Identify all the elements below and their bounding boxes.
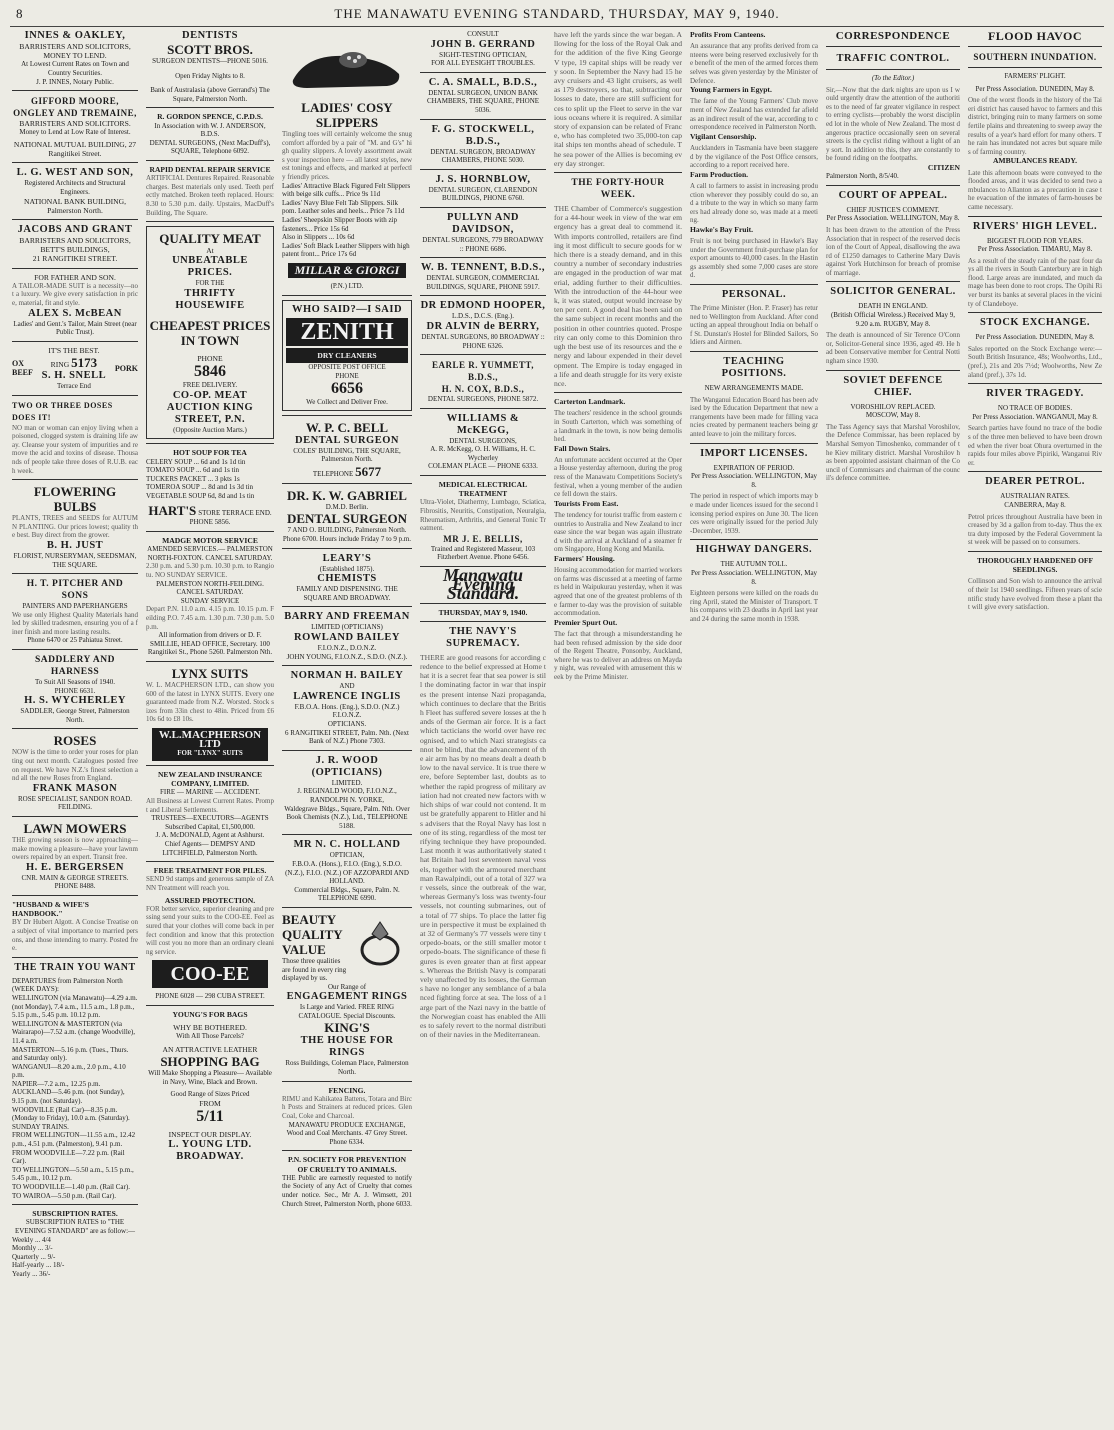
- train-line: TO WOODVILLE—1.40 p.m. (Rail Car).: [12, 1183, 130, 1191]
- import-line: Per Press Association. WELLINGTON, May 8.: [690, 472, 818, 489]
- ad-phone-num: 5846: [194, 363, 226, 381]
- ad-zenith-name: ZENITH: [286, 318, 408, 346]
- ad-quality-at: At: [206, 246, 214, 256]
- hotsoup-item: CELERY SOUP ... 6d and 1s 1d tin: [146, 457, 246, 466]
- ad-west-name: L. G. WEST AND SON,: [16, 167, 134, 179]
- subs-head: SUBSCRIPTION RATES.: [32, 1209, 118, 1219]
- column-3: LADIES' COSY SLIPPERS Tingling toes will certainly welcome the snug comfort afforded by a pair of "M. and G's" high quality slippers. A lovely assortment awaits your inspection here — all latest styles, newest tonings and effects, and marked at perfectly friendly prices. Ladies' Attractive Black Figured Felt Slippers with beige silk cuffs... Price 9s 11d Ladies' Navy Blue Felt Tab Slippers. Silk pom. Leather soles and heels... Price 7s 11d Ladies' Sheepskin Slipper Boots with zip fasteners... Price 15s 6d Also in Slippers ... 10s 6d Ladies' Soft Black Leather Slippers with high patent front... Price 17s 6d MILLAR & GIORGI (P.N.) LTD. WHO SAID?—I SAID ZENITH DRY CLEANERS OPPOSITE POST OFFICE PHONE 6656 We Collect and Deliver Free. W. P. C. BELL DENTAL SURGEON COLES' BUILDING, THE SQUARE, Palmerston North. TELEPHONE 5677 DR. K. W. GABRIEL D.M.D. Berlin. DENTAL SURGEON 7 AND O. BUILDING, Palmerston North. Phone 6700. Hours include Friday 7 to 9 p.m. LEARY'S (Established 1875). CHEMISTS FAMILY AND DISPENSING. THE SQUARE AND BROADWAY. BARRY AND FREEMAN LIMITED (OPTICIANS) ROWLAND BAILEY F.I.O.N.Z., D.O.N.Z. JOHN YOUNG, F.I.O.N.Z., S.D.O. (N.Z.). NORMAN H. BAILEY AND LAWRENCE INGLIS F.B.O.A. Hons. (Eng.), S.D.O. (N.Z.) F.I.O.N.Z. OPTICIANS. 6 RANGITIKEI STREET, Palm. Nth. (Next Bank of N.Z.) Phone 7303. J. R. WOOD (OPTICIANS) LIMITED. J. REGINALD WOOD, F.I.O.N.Z., RANDOLPH N. YORKE, Waldegrave Bldgs., Square, Palm. Nth. Over Book Chemists (N.Z.), Ltd., TELEPHONE 5188. MR N. C. HOLLAND OPTICIAN, F.B.O.A. (Hons.), F.I.O. (Eng.), S.D.O. (N.Z.), F.I.O. (N.Z.) OF AZZOPARDI AND HOLLAND. Commercial Bldgs., Square, Palm. N. TELEPHONE 6990. BEAUTY QUALITY VALUE Those three qualities are found in every ring displayed by us. Our Range of ENGAGEMENT RINGS Is Large and Varied. FREE RING CATALOGUE. Special Discounts. KING'S THE HOUSE FOR RINGS Ross Buildings, Coleman Place, Palmerston North. FENCING. RIMU and Kahikatea Battens, Totara and Birch Posts and Strainers at reduced prices. Glen Coal, Coke and Charcoal. MANAWATU PRODUCE EXCHANGE, Wood and Coal Merchants. 47 Grey Street. Phone 6334. P.N. SOCIETY FOR PREVENTION OF CRUELTY TO ANIMALS. THE Public are earnestly requested to notify the Society of any Act of Cruelty that comes under notice. Sec., Mr A. J. Wimsett, 201 Church Street, Palmerston North, phone 6033.: [282, 30, 412, 1424]
- ad-natmutual: NATIONAL MUTUAL BUILDING, 27 Rangitikei Street.: [13, 139, 137, 159]
- ad-hornblow-sub: DENTAL SURGEON, CLARENDON BUILDINGS, PHONE 6760.: [428, 185, 538, 203]
- flood-head: FLOOD HAVOC: [987, 30, 1083, 43]
- ad-bellis-name: MR J. E. BELLIS,: [443, 533, 523, 544]
- train-timetable: [12, 977, 138, 1200]
- ad-slippers-head: LADIES' COSY SLIPPERS: [301, 100, 393, 130]
- ad-bell-sub: DENTAL SURGEON: [295, 434, 399, 446]
- ad-saddlery-phone: PHONE 6631.: [54, 686, 96, 695]
- teaching-head: TEACHING POSITIONS.: [721, 356, 787, 380]
- ad-bell-phone-label: TELEPHONE: [312, 469, 354, 478]
- petrol-head: DEARER PETROL.: [985, 476, 1085, 488]
- appeal-sub: CHIEF JUSTICE'S COMMENT.: [846, 205, 940, 214]
- soviet-line: MOSCOW, May 8.: [865, 411, 921, 420]
- hotsoup-item: VEGETABLE SOUP 6d, 8d and 1s tin: [146, 491, 255, 500]
- ad-pitcher-name: H. T. PITCHER AND SONS: [26, 579, 124, 602]
- ad-rowland-name: ROWLAND BAILEY: [294, 632, 400, 644]
- ad-jacobs-line: BARRISTERS AND SOLICITORS,: [19, 235, 131, 245]
- ad-wycherley-name: H. S. WYCHERLEY: [24, 695, 126, 707]
- ad-medical-head: MEDICAL ELECTRICAL TREATMENT: [438, 480, 528, 499]
- ad-spca-head: P.N. SOCIETY FOR PREVENTION OF CRUELTY TO ANIMALS.: [287, 1155, 406, 1174]
- ad-barry-sub: LIMITED (OPTICIANS): [311, 623, 383, 632]
- rivers-line: Per Press Association. TIMARU, May 8.: [977, 245, 1093, 254]
- ad-who-said: WHO SAID?—I SAID: [291, 303, 403, 315]
- ad-spca-body: THE Public are earnestly requested to notify the Society of any Act of Cruelty that comes under notice. Sec., Mr A. J. Wimsett, 201 Church Street, Palmerston North, phone 6033.: [282, 1173, 412, 1208]
- train-head: THE TRAIN YOU WANT: [14, 961, 136, 973]
- column-7: CORRESPONDENCE TRAFFIC CONTROL. (To the Editor.) Sir,—Now that the dark nights are upon us I would urgently draw the attention of the authorities to the need of far greater vigilance in respect to erring cyclists—probably the worst disciplined lot in the whole of New Zealand. The most dangerous practice occasionally seen on several streets is the cyclist riding without a light of any sort. In addition to this, they are constantly to be found riding on the footpaths. CITIZEN Palmerston North, 8/5/40. COURT OF APPEAL. CHIEF JUSTICE'S COMMENT. Per Press Association. WELLINGTON, May 8. It has been drawn to the attention of the Press Association that in respect of the reserved decision of the Court of Appeal, disallowing the award of £1250 damages to Catherine Mary Davis against York Hutchinson for breach of promise of marriage. SOLICITOR GENERAL. DEATH IN ENGLAND. (British Official Wireless.) Received May 9, 9.20 a.m. RUGBY, May 8. The death is announced of Sir Terence O'Connor, Solicitor-General since 1936, aged 49. He had been Conservative member for Central Nottingham since 1930. SOVIET DEFENCE CHIEF. VOROSHILOV REPLACED. MOSCOW, May 8. The Tass Agency says that Marshal Voroshilov, the Defence Commissar, has been replaced by Marshal Semyon Timoshenko, commander of the Kiev military district. Marshal Voroshilov has been appointed assistant chairman of the Council of Commissars and chairman of the council's defence committee.: [826, 30, 960, 1424]
- ad-natbank: NATIONAL BANK BUILDING, Palmerston North.: [23, 196, 126, 215]
- ad-wood-addr: Waldegrave Bldgs., Square, Palm. Nth. Over Book Chemists (N.Z.), Ltd., TELEPHONE 5188.: [284, 804, 410, 830]
- ad-cooee-logo: COO-EE: [152, 960, 268, 988]
- hotsoup-items: [146, 458, 274, 501]
- ad-gerrand-sub2: FOR ALL EYESIGHT TROUBLES.: [431, 59, 535, 68]
- ad-scott-sub: SURGEON DENTISTS—PHONE 5016.: [152, 57, 268, 65]
- ad-saddlery-sub: To Suit All Seasons of 1940.: [34, 678, 115, 687]
- ad-lawrence-name: LAWRENCE INGLIS: [293, 690, 401, 702]
- ad-williams-sub: DENTAL SURGEONS,: [449, 436, 517, 445]
- column-1: INNES & OAKLEY, BARRISTERS AND SOLICITORS, MONEY TO LEND. At Lowest Current Rates on Town and Country Securities. J. P. INNES, Notary Public. GIFFORD MOORE, ONGLEY AND TREMAINE, BARRISTERS AND SOLICITORS. Money to Lend at Low Rate of Interest. NATIONAL MUTUAL BUILDING, 27 Rangitikei Street. L. G. WEST AND SON, Registered Architects and Structural Engineers. NATIONAL BANK BUILDING, Palmerston North. JACOBS AND GRANT BARRISTERS AND SOLICITORS, BETT'S BUILDINGS, 21 RANGITIKEI STREET. FOR FATHER AND SON. A TAILOR-MADE SUIT is a necessity—not a luxury. We give every satisfaction in price, material, fit and style. ALEX S. McBEAN Ladies' and Gent.'s Tailor, Main Street (near Public Trust). OX BEEF IT'S THE BEST. RING 5173 S. H. SNELL Terrace End PORK TWO OR THREE DOSES DOES IT! NO man or woman can enjoy living when a poisoned, clogged system is draining life away. Cleanse your system of impurities and remove the acid and toxins of disease. Thousands of people take three doses of R.U.B. each week. FLOWERING BULBS PLANTS, TREES and SEEDS for AUTUMN PLANTING. Our prices lowest; quality the best. Buy direct from the grower. B. H. JUST FLORIST, NURSERYMAN, SEEDSMAN, THE SQUARE. H. T. PITCHER AND SONS PAINTERS AND PAPERHANGERS We use only Highest Quality Materials handled by skilled tradesmen, ensuring you of a finer finish and more lasting results. Phone 6470 or 25 Pahiatua Street. SADDLERY AND HARNESS To Suit All Seasons of 1940. PHONE 6631. H. S. WYCHERLEY SADDLER, George Street, Palmerston North. ROSES NOW is the time to order your roses for planting out next month. Catalogues posted free on request. We have N.Z.'s finest selection and all the new Roses from England. FRANK MASON ROSE SPECIALIST, SANDON ROAD. FEILDING. LAWN MOWERS THE growing season is now approaching—make mowing a pleasure—have your lawnmowers repaired by an expert. Transit free. H. E. BERGERSEN CNR. MAIN & GEORGE STREETS. PHONE 8488. "HUSBAND & WIFE'S HANDBOOK." BY Dr Hubert Algott. A Concise Treatise on a subject of vital importance to married persons, and those intending to marry. Posted free. THE TRAIN YOU WANT DEPARTURES from Palmerston North (WEEK DAYS): WELLINGTON (via Manawatu)—4.29 a.m. (not Monday), 7.4 a.m., 11.5 a.m., 1.8 p.m., 5.15 p.m., 5.45 p.m. 10.12 p.m. WELLINGTON & MASTERTON (via Wairarapo)—7.52 a.m. (change Woodville), 11.4 a.m. MASTERTON—5.16 p.m. (Tues., Thurs. and Saturday only). WANGANUI—8.20 a.m., 2.0 p.m., 4.10 p.m. NAPIER—7.2 a.m., 12.25 p.m. AUCKLAND—5.46 p.m. (not Sunday), 9.15 p.m. (not Saturday). WOODVILLE (Rail Car)—8.35 p.m. (Monday to Friday), 10.0 a.m. (Saturday). SUNDAY TRAINS. FROM WELLINGTON—11.55 a.m., 12.42 p.m., 4.51 p.m. (Palmerston), 9.41 p.m. FROM WOODVILLE—7.22 p.m. (Rail Car). TO WELLINGTON—5.50 a.m., 5.15 p.m., 5.45 p.m., 10.12 p.m. TO WOODVILLE—1.40 p.m. (Rail Car). TO WAIROA—5.50 p.m. (Rail Car). SUBSCRIPTION RATES. SUBSCRIPTION RATES to "THE EVENING STANDARD" are as follow:— Weekly ... 4/4 Monthly ... 3/- Quarterly ... 9/- Half-yearly ... 18/- Yearly ... 36/-: [12, 30, 138, 1424]
- ad-williams-name: WILLIAMS & McKEGG,: [446, 412, 520, 436]
- column-6: Profits From Canteens. An assurance that any profits derived from canteens were being reserved exclusively for the benefit of the men of the armed forces themselves was given yesterday by the Minister of Defence. Young Farmers in Egypt. The fame of the Young Farmers' Club movement of New Zealand has extended far afield as an indirect result of the war, according to correspondence received in Palmerston North. Vigilant Censorship. Aucklanders in Tasmania have been staggered by the vigilance of the Post Office censors, according to a report received here. Farm Production. A call to farmers to assist in increasing production wherever they possibly could do so, and a tribute to the way in which so many farmers had already done so, was made at a meeting. Hawke's Bay Fruit. Fruit is not being purchased in Hawke's Bay under the Government fruit-purchase plan for export amounts to 40,000 cases. In the Hastings assembly shed some 7,000 cases are stored. PERSONAL. The Prime Minister (Hon. P. Fraser) has returned to Wellington from Auckland. After conducting an appeal throughout India on behalf of St. Dunstan's Hostel for Blinded Sailors, Soldiers and Airmen. TEACHING POSITIONS. NEW ARRANGEMENTS MADE. The Wanganui Education Board has been advised by the Education Department that new arrangements have been made for filling vacancies created by permanent teachers being granted leave to join the military forces. IMPORT LICENSES. EXPIRATION OF PERIOD. Per Press Association. WELLINGTON, May 8. The period in respect of which imports may be made under licences issued for the second licensing period expires on June 30. The licences were originally issued for the period July-December, 1939. HIGHWAY DANGERS. THE AUTUMN TOLL. Per Press Association. WELLINGTON, May 8. Eighteen persons were killed on the roads during April, stated the Minister of Transport. This compares with 23 deaths in April last year and 24 during the same month in 1938.: [690, 30, 818, 1424]
- ad-gabriel-sub: D.M.D. Berlin.: [325, 502, 369, 511]
- ad-cox-name: H. N. COX, B.D.S.,: [441, 384, 525, 395]
- ad-youngs-name: L. YOUNG LTD. BROADWAY.: [168, 1139, 252, 1163]
- ad-youngs-sub4: SHOPPING BAG: [160, 1054, 260, 1070]
- ad-jacobs-addr1: BETT'S BUILDINGS,: [40, 245, 110, 255]
- ad-lynx-logo: W.L.MACPHERSON LTD FOR "LYNX" SUITS: [152, 728, 268, 761]
- ad-stockwell-sub: DENTAL SURGEON, BROADWAY CHAMBERS, PHONE 5030.: [430, 147, 536, 165]
- ad-cooee-phone: PHONE 6028 — 298 CUBA STREET.: [155, 992, 265, 1001]
- ad-zenith-collect: We Collect and Deliver Free.: [306, 398, 388, 407]
- slipper-price: Ladies' Navy Blue Felt Tab Slippers. Silk pom. Leather soles and heels... Price 7s 11d: [282, 198, 405, 216]
- ad-barry-name: BARRY AND FREEMAN: [284, 611, 410, 623]
- ad-youngs-head: YOUNG'S FOR BAGS: [172, 1009, 248, 1019]
- ad-gifford-sub: Money to Lend at Low Rate of Interest.: [19, 128, 131, 137]
- ad-youngs-sub6: Good Range of Sizes Priced: [170, 1090, 250, 1099]
- ad-reginald-name: J. REGINALD WOOD, F.I.O.N.Z.,: [297, 787, 397, 796]
- train-line: FROM WELLINGTON—11.55 a.m., 12.42 p.m., 4.51 p.m. (Palmerston), 9.41 p.m.: [12, 1131, 136, 1149]
- ad-lawn-head: LAWN MOWERS: [23, 821, 127, 836]
- ad-innes-line: BARRISTERS AND SOLICITORS, MONEY TO LEND.: [19, 42, 131, 61]
- slipper-price: Ladies' Attractive Black Figured Felt Slippers with beige silk cuffs... Price 9s 11d: [282, 181, 411, 199]
- train-line: TO WELLINGTON—5.50 a.m., 5.15 p.m., 5.45 p.m., 10.12 p.m.: [12, 1165, 134, 1183]
- train-line: WOODVILLE (Rail Car)—8.35 p.m. (Monday to Friday), 10.0 a.m. (Saturday).: [12, 1105, 130, 1123]
- ad-nzins-sub: FIRE — MARINE — ACCIDENT.: [159, 788, 260, 797]
- ad-nzins-agent: J. A. McDONALD, Agent at Ashhurst.: [155, 831, 265, 840]
- ad-holland-addr: Commercial Bldgs., Square, Palm. N. TELEPHONE 6990.: [294, 885, 400, 903]
- vigilant-head: Vigilant Censorship.: [690, 131, 757, 141]
- ad-spence-sub2: DENTAL SURGEONS, (Next MacDuff's), SQUARE, Telephone 6092.: [149, 138, 271, 156]
- ad-fencing-head: FENCING.: [328, 1085, 366, 1095]
- ad-small-name: C. A. SMALL, B.D.S.,: [428, 76, 538, 88]
- ad-youngs-from: FROM: [199, 1098, 221, 1108]
- ad-millar-logo: MILLAR & GIORGI: [288, 263, 406, 278]
- train-line: SUNDAY TRAINS.: [12, 1122, 69, 1131]
- ad-wycherley-sub: SADDLER, George Street, Palmerston North.: [20, 707, 130, 724]
- page-number: 8: [16, 6, 24, 21]
- ad-snell-beef: BEEF: [12, 368, 33, 378]
- ad-bell-name: W. P. C. BELL: [305, 419, 389, 435]
- appeal-line: Per Press Association. WELLINGTON, May 8.: [826, 214, 960, 223]
- ad-john-young: JOHN YOUNG, F.I.O.N.Z., S.D.O. (N.Z.).: [286, 652, 408, 661]
- ad-spence-name: R. GORDON SPENCE, C.P.D.S.: [157, 112, 263, 122]
- ad-youngs-sub: WHY BE BOTHERED.: [173, 1023, 247, 1033]
- ad-hotsoup-head: HOT SOUP FOR TEA: [173, 448, 247, 458]
- column-2: DENTISTS SCOTT BROS. SURGEON DENTISTS—PHONE 5016. Open Friday Nights to 8. Bank of Australasia (above Gerrand's) The Square, Palmerston North. R. GORDON SPENCE, C.P.D.S. In Association with W. J. ANDERSON, B.D.S. DENTAL SURGEONS, (Next MacDuff's), SQUARE, Telephone 6092. RAPID DENTAL REPAIR SERVICE ARTIFICIAL Dentures Repaired. Reasonable charges. Best materials only used. Teeth perfectly matched. Broken teeth replaced. Hours: 8.30 to 5.30 p.m. daily. Upstairs, MacDuff's Building, The Square. QUALITY MEAT At UNBEATABLE PRICES. FOR THE THRIFTY HOUSEWIFE CHEAPEST PRICES IN TOWN PHONE 5846 FREE DELIVERY. CO-OP. MEAT AUCTION KING STREET, P.N. (Opposite Auction Marts.) HOT SOUP FOR TEA CELERY SOUP ... 6d and 1s 1d tin TOMATO SOUP ... 6d and 1s tin TUCKERS PACKET ... 3 pkts 1s TOMEROA SOUP ... 8d and 1s 3d tin VEGETABLE SOUP 6d, 8d and 1s tin HART'S STORE TERRACE END. PHONE 5856. MADGE MOTOR SERVICE AMENDED SERVICES.— PALMERSTON NORTH-FOXTON. CANCEL SATURDAY. 2.30 p.m. and 5.30 p.m. 10.30 p.m. to Rangiotu. NO SUNDAY SERVICE. PALMERSTON NORTH-FEILDING. CANCEL SATURDAY. SUNDAY SERVICE Depart P.N. 11.0 a.m. 4.15 p.m. 10.15 p.m. Feilding P.O. 7.45 a.m. 1.30 p.m. 7.30 p.m. 5.0 p.m. All information from drivers or D. F. SMILLIE, HEAD OFFICE, Secretary. 100 Rangitikei St., Phone 5260. Palmerston Nth. LYNX SUITS W. L. MACPHERSON LTD., can show you 600 of the latest in LYNX SUITS. Every one guaranteed made from N.Z. Worsted. Stock sizes from 33in chest to 48in. Priced from £6 10s 6d to £8 10s. W.L.MACPHERSON LTD FOR "LYNX" SUITS NEW ZEALAND INSURANCE COMPANY, LIMITED. FIRE — MARINE — ACCIDENT. All Business at Lowest Current Rates. Prompt and Liberal Settlements. TRUSTEES—EXECUTORS—AGENTS Subscribed Capital, £1,500,000. J. A. McDONALD, Agent at Ashhurst. Chief Agents— DEMPSY AND LITCHFIELD, Palmerston North. FREE TREATMENT FOR PILES. SEND 9d stamps and generous sample of ZANN Treatment will reach you. ASSURED PROTECTION. FOR better service, superior cleaning and pressing send your suits to the COO-EE. Feel assured that your clothes will come back in perfect condition and know that this protection will cost you no more than an ordinary cleaning service. COO-EE PHONE 6028 — 298 CUBA STREET. YOUNG'S FOR BAGS WHY BE BOTHERED. With All Those Parcels? AN ATTRACTIVE LEATHER SHOPPING BAG Will Make Shopping a Pleasure— Available in Navy, Wine, Black and Brown. Good Range of Sizes Priced FROM 5/11 INSPECT OUR DISPLAY. L. YOUNG LTD. BROADWAY.: [146, 30, 274, 1424]
- river-line: Per Press Association. WANGANUI, May 8.: [972, 412, 1098, 421]
- ad-wood-name: J. R. WOOD (OPTICIANS): [311, 754, 383, 778]
- ad-rowland-sub: F.I.O.N.Z., D.O.N.Z.: [317, 644, 377, 653]
- flag-title: Manawatu Evening Standard.: [442, 565, 524, 604]
- ad-madge-sub: AMENDED SERVICES.— PALMERSTON NORTH-FOXTON. CANCEL SATURDAY.: [147, 545, 273, 562]
- slipper-price: Also in Slippers ... 10s 6d: [282, 233, 355, 242]
- petrol-sub: AUSTRALIAN RATES.: [1000, 492, 1070, 501]
- masthead-rule: [10, 26, 1104, 27]
- traffic-head: TRAFFIC CONTROL.: [836, 53, 950, 64]
- train-line: TO WAIROA—5.50 p.m. (Rail Car).: [12, 1191, 116, 1200]
- highway-sub: THE AUTUMN TOLL.: [720, 560, 788, 569]
- train-line: WELLINGTON & MASTERTON (via Wairarapo)—7.52 a.m. (change Woodville), 11.4 a.m.: [12, 1019, 135, 1045]
- ad-pullyn-name: PULLYN AND DAVIDSON,: [447, 211, 519, 235]
- slipper-prices: [282, 182, 412, 259]
- ad-quality-for: FOR THE: [195, 279, 225, 288]
- ad-zenith-phone: 6656: [331, 380, 363, 398]
- corr-head: CORRESPONDENCE: [835, 30, 951, 42]
- soviet-sub: VOROSHILOV REPLACED.: [850, 402, 936, 411]
- ad-pitcher-sub: PAINTERS AND PAPERHANGERS: [22, 602, 128, 611]
- ad-leary-est: (Established 1875).: [319, 564, 375, 573]
- ad-zenith-opp: OPPOSITE POST OFFICE: [308, 362, 386, 371]
- navy-head: THE NAVY'S SUPREMACY.: [446, 625, 520, 649]
- ad-zenith-sub: DRY CLEANERS: [286, 348, 408, 363]
- subs-rate: Monthly ... 3/-: [12, 1244, 53, 1253]
- slipper-price: Ladies' Sheepskin Slipper Boots with zip fasteners... Price 15s 6d: [282, 215, 398, 233]
- young-farmers-head: Young Farmers in Egypt.: [690, 85, 772, 95]
- ad-jacobs-addr2: 21 RANGITIKEI STREET.: [32, 254, 118, 264]
- ring-illustration: [350, 914, 410, 969]
- ad-scott-name: SCOTT BROS.: [167, 42, 253, 57]
- ad-innes-notary: J. P. INNES, Notary Public.: [36, 77, 114, 86]
- train-line: FROM WOODVILLE—7.22 p.m. (Rail Car).: [12, 1148, 125, 1166]
- train-line: WANGANUI—8.20 a.m., 2.0 p.m., 4.10 p.m.: [12, 1062, 126, 1080]
- ad-harts-name: HART'S: [148, 503, 197, 519]
- ad-mcbean-sub: Ladies' and Gent.'s Tailor, Main Street (near Public Trust).: [13, 319, 137, 337]
- ad-leary-name: LEARY'S: [322, 552, 372, 564]
- forty-head: THE FORTY-HOUR WEEK.: [571, 178, 665, 201]
- ad-nzins-chief: Chief Agents— DEMPSY AND LITCHFIELD, Palmerston North.: [162, 839, 258, 857]
- ad-mcbean-intro: FOR FATHER AND SON.: [34, 272, 116, 282]
- train-line: NAPIER—7.2 a.m., 12.25 p.m.: [12, 1079, 101, 1088]
- petrol-line: CANBERRA, May 8.: [1004, 500, 1066, 509]
- ad-holland-sub2: F.B.O.A. (Hons.), F.I.O. (Eng.), S.D.O. (N.Z.), F.I.O. (N.Z.) OF AZZOPARDI AND HOLLAND.: [285, 859, 409, 886]
- ad-phone-label: PHONE: [197, 353, 223, 363]
- ad-holland-name: MR N. C. HOLLAND: [293, 839, 401, 851]
- ad-consult-head: CONSULT: [467, 30, 499, 38]
- ad-optic: OPTICIANS.: [327, 720, 367, 728]
- ad-snell-addr: Terrace End: [56, 381, 91, 390]
- ad-coop-sub: (Opposite Auction Marts.): [173, 425, 247, 434]
- ad-holland-sub: OPTICIAN,: [329, 851, 365, 860]
- ad-nzins-head: NEW ZEALAND INSURANCE COMPANY, LIMITED.: [157, 769, 263, 789]
- ad-norman-name: NORMAN H. BAILEY: [290, 670, 404, 682]
- subs-rate: Yearly ... 36/-: [12, 1269, 51, 1278]
- ad-pullyn-sub: DENTAL SURGEONS, 779 BROADWAY :: PHONE 6686.: [422, 235, 544, 253]
- ad-just-sub: FLORIST, NURSERYMAN, SEEDSMAN, THE SQUARE.: [13, 551, 137, 569]
- ad-mcbean-name: ALEX S. McBEAN: [28, 307, 122, 319]
- ad-stockwell-name: F. G. STOCKWELL, B.D.S.,: [431, 123, 535, 147]
- river-sub: NO TRACE OF BODIES.: [997, 404, 1073, 413]
- citizen-date: Palmerston North, 8/5/40.: [826, 172, 899, 181]
- ad-free-delivery: FREE DELIVERY.: [182, 381, 238, 390]
- ad-just-name: B. H. JUST: [46, 539, 104, 551]
- ad-norman-and: AND: [339, 682, 355, 691]
- citizen: CITIZEN: [927, 162, 960, 172]
- ad-bell-addr: COLES' BUILDING, THE SQUARE, Palmerston North.: [293, 446, 401, 464]
- ad-gifford-name: GIFFORD MOORE, ONGLEY AND TREMAINE,: [13, 96, 137, 119]
- tourists-head: Tourists From East.: [554, 498, 619, 508]
- ad-bergersen-sub: CNR. MAIN & GEORGE STREETS. PHONE 8488.: [21, 873, 129, 891]
- ad-piles-head: FREE TREATMENT FOR PILES.: [153, 866, 267, 876]
- hotsoup-item: TOMATO SOUP ... 6d and 1s tin: [146, 466, 240, 475]
- appeal-head: COURT OF APPEAL.: [838, 189, 948, 201]
- ad-earle-name: EARLE R. YUMMETT, B.D.S.,: [431, 360, 534, 383]
- profits-head: Profits From Canteens.: [690, 30, 766, 39]
- ad-kings-name: KING'S: [324, 1020, 370, 1036]
- to-editor: (To the Editor.): [871, 74, 915, 82]
- subs-rate: Weekly ... 4/4: [12, 1235, 51, 1244]
- ad-beauty-head: BEAUTY QUALITY VALUE: [282, 911, 343, 957]
- ad-gerrand-sub: SIGHT-TESTING OPTICIAN,: [439, 50, 527, 59]
- ad-snell-its: IT'S THE BEST.: [48, 345, 100, 355]
- ad-snell-ring: RING: [50, 359, 70, 369]
- ad-nzins-sub2: TRUSTEES—EXECUTORS—AGENTS: [151, 814, 269, 823]
- ad-madge-head: MADGE MOTOR SERVICE: [162, 536, 258, 546]
- slipper-price: Ladies' Soft Black Leather Slippers with high patent front... Price 17s 6d: [282, 241, 410, 259]
- ad-leary-sub: CHEMISTS: [317, 573, 377, 585]
- highway-head: HIGHWAY DANGERS.: [695, 544, 813, 556]
- train-line: DEPARTURES from Palmerston North (WEEK DAYS):: [12, 976, 123, 994]
- ad-dentists-head: DENTISTS: [182, 30, 238, 41]
- ad-tennent-name: W. B. TENNENT, B.D.S.,: [420, 262, 545, 274]
- flag-date: THURSDAY, MAY 9, 1940.: [438, 607, 528, 617]
- ad-beauty-range: Our Range of: [327, 982, 367, 991]
- ad-mason-name: FRANK MASON: [32, 782, 118, 794]
- ad-innes-name: INNES & OAKLEY,: [24, 30, 126, 41]
- ad-leary-sub2: FAMILY AND DISPENSING. THE SQUARE AND BROADWAY.: [296, 585, 398, 602]
- stock-line: Per Press Association. DUNEDIN, May 8.: [975, 333, 1095, 342]
- ad-bell-phone: 5677: [355, 463, 382, 479]
- ad-hooper-name: DR EDMOND HOOPER,: [420, 300, 546, 312]
- ad-west-sub: Registered Architects and Structural Engineers.: [24, 179, 126, 196]
- hawkes-head: Hawke's Bay Fruit.: [690, 224, 754, 234]
- ad-bergersen-name: H. E. BERGERSEN: [26, 861, 124, 873]
- ad-gerrand-name: JOHN B. GERRAND: [430, 38, 536, 50]
- ad-snell-pork: PORK: [114, 363, 138, 373]
- subs-rate: Quarterly ... 9/-: [12, 1252, 56, 1261]
- import-sub: EXPIRATION OF PERIOD.: [713, 463, 795, 472]
- solicitor-line: (British Official Wireless.) Received May 9, 9.20 a.m. RUGBY, May 8.: [830, 311, 956, 328]
- ad-berry-name: DR ALVIN de BERRY,: [426, 320, 540, 332]
- train-line: WELLINGTON (via Manawatu)—4.29 a.m. (not Monday), 7.4 a.m., 11.5 a.m., 1.8 p.m., 5.15 p.m., 5.45 p.m. 10.12 p.m.: [12, 993, 138, 1020]
- column-5: have left the yards since the war began. Allowing for the loss of the Royal Oak and for the addition of the five King George V type, 19 capital ships will be ready very soon. In September the Navy had 15 heavy cruisers and 43 light cruisers, as well as 179 destroyers, so that, subtracting our losses to date, there are still sufficient forces to split up the Fleet to serve in the various oceans where it is required. A similar story of expansion can be related of France, who has completed two 35,000-ton capital ships ten months ahead of schedule. The sea power of the Allies is becoming every day stronger. THE FORTY-HOUR WEEK. THE Chamber of Commerce's suggestion for a 44-hour week in view of the war emergency has a great deal to commend it. With imports controlled, retailers are finding it most difficult to secure goods for which there is a steady demand, and in this country a number of secondary industries are engaged in the production of war material, adding further to their difficulties. With the introduction of the 44-hour week, it was stated, output would increase by ten per cent. A good deal has been said on the same subject in recent months and the position in other countries quoted. Prosperity can only come to this Dominion through the best use of its resources and the energy and labour expended in their development. The Empire is today engaged in a life and death struggle for its very existence. Carterton Landmark. The teachers' residence in the school grounds in South Carterton, which was something of a landmark in the town, is now being demolished. Fall Down Stairs. An unfortunate accident occurred at the Opera House yesterday afternoon, during the progress of the Manawatu Competitions Society's festival, when a young member of the audience fell down the stairs. Tourists From East. The tendency for tourist traffic from eastern countries to Australia and New Zealand to increase since the war began was again illustrated with the arrival at Auckland of a steamer from Singapore, Hong Kong and Manila. Farmers' Housing. Housing accommodation for married workers on farms was discussed at a meeting of farmers held in Waipukurau yesterday, when it was agreed that one of the greatest problems of the farmer to-day was the provision of suitable accommodation. Premier Spurt Out. The fact that through a misunderstanding he had been refused admission by the side door of the Regent Theatre, Ponsonby, Auckland, where he was to deliver an address on Mayday night, was revealed with amusement this week by the Prime Minister.: [554, 30, 682, 1424]
- ad-kings-addr: Ross Buildings, Coleman Place, Palmerston North.: [285, 1059, 409, 1077]
- ad-scott-addr: Bank of Australasia (above Gerrand's) The Square, Palmerston North.: [150, 86, 270, 103]
- ad-randolph: RANDOLPH N. YORKE,: [309, 795, 385, 804]
- ad-coop-name: CO-OP. MEAT AUCTION KING STREET, P.N.: [166, 389, 254, 425]
- masthead-title: THE MANAWATU EVENING STANDARD, THURSDAY, MAY 9, 1940.: [334, 6, 780, 21]
- ad-beauty-sub: Those three qualities are found in every ring displayed by us.: [282, 956, 347, 983]
- ad-earle-sub: DENTAL SURGEONS, PHONE 5872.: [427, 395, 539, 404]
- highway-line: Per Press Association. WELLINGTON, May 8.: [690, 568, 818, 586]
- ad-williams-names: A. R. McKegg, O. H. Williams, H. C. Wycherley: [430, 445, 536, 462]
- ad-snell-ox: OX: [12, 358, 24, 368]
- ad-gifford-line: BARRISTERS AND SOLICITORS.: [19, 119, 131, 129]
- ad-youngs-sub2: With All Those Parcels?: [176, 1032, 244, 1041]
- train-line: MASTERTON—5.16 p.m. (Tues., Thurs. and Saturday only).: [12, 1045, 129, 1063]
- ad-bellis-sub: Trained and Registered Masseur, 103 Fitzherbert Avenue. Phone 6456.: [430, 544, 536, 562]
- ad-madge-contact: All information from drivers or D. F. SMILLIE, HEAD OFFICE, Secretary. 100 Rangitikei St., Phone 5260. Palmerston Nth.: [147, 631, 273, 657]
- ad-zenith-phone-label: PHONE: [335, 371, 359, 380]
- ad-berry-sub: DENTAL SURGEONS, 80 BROADWAY :: PHONE 6326.: [421, 332, 545, 350]
- train-line: AUCKLAND—5.46 p.m. (not Sunday), 9.15 p.m. (not Saturday).: [12, 1088, 125, 1106]
- ad-gabriel-dental: DENTAL SURGEON: [286, 511, 408, 527]
- ad-jacobs-name: JACOBS AND GRANT: [17, 223, 133, 235]
- river-head: RIVER TRAGEDY.: [986, 388, 1084, 400]
- seedlings-head: THOROUGHLY HARDENED OFF SEEDLINGS.: [976, 555, 1094, 575]
- ad-fencing-addr: Wood and Coal Merchants. 47 Grey Street. Phone 6334.: [286, 1129, 408, 1146]
- ad-youngs-sub5: Will Make Shopping a Pleasure— Available in Navy, Wine, Black and Brown.: [148, 1069, 272, 1086]
- soviet-head: SOVIET DEFENCE CHIEF.: [843, 374, 943, 398]
- solicitor-sub: DEATH IN ENGLAND.: [858, 302, 928, 311]
- ad-gabriel-name: DR. K. W. GABRIEL: [287, 487, 407, 503]
- ad-williams-addr: COLEMAN PLACE — PHONE 6333.: [428, 462, 538, 471]
- ad-nzins-capital: Subscribed Capital, £1,500,000.: [165, 822, 255, 831]
- ad-lawrence-sub: F.B.O.A. Hons. (Eng.), S.D.O. (N.Z.) F.I.O.N.Z.: [294, 702, 400, 720]
- ad-quality-unb: UNBEATABLE PRICES.: [172, 255, 248, 279]
- ad-youngs-price: 5/11: [196, 1108, 224, 1126]
- ad-engagement: ENGAGEMENT RINGS: [286, 991, 408, 1003]
- ad-hooper-sub: L.D.S., D.C.S. (Eng.).: [451, 312, 515, 321]
- ad-gabriel-addr: 7 AND O. BUILDING, Palmerston North. Phone 6700. Hours include Friday 7 to 9 p.m.: [282, 526, 412, 544]
- ad-harts-phone: PHONE 5856.: [189, 518, 231, 527]
- ad-innes-sub: At Lowest Current Rates on Town and Country Securities.: [21, 60, 129, 77]
- fall-head: Fall Down Stairs.: [554, 443, 611, 453]
- ad-millar-sub: (P.N.) LTD.: [330, 282, 364, 291]
- ad-spence-sub: In Association with W. J. ANDERSON, B.D.S.: [154, 121, 266, 139]
- solicitor-head: SOLICITOR GENERAL.: [830, 286, 956, 298]
- ad-doans-head: TWO OR THREE DOSES DOES IT!: [12, 400, 113, 422]
- ad-rapid-head: RAPID DENTAL REPAIR SERVICE: [149, 164, 271, 174]
- ad-roses-head: ROSES: [53, 733, 97, 749]
- ambulances: AMBULANCES READY.: [992, 156, 1078, 166]
- ad-snell-phone: 5173: [71, 354, 98, 370]
- import-head: IMPORT LICENSES.: [700, 447, 808, 459]
- ad-saddlery-head: SADDLERY AND HARNESS: [34, 655, 115, 678]
- hotsoup-item: TUCKERS PACKET ... 3 pkts 1s: [146, 474, 240, 483]
- ad-wood-sub: LIMITED.: [331, 778, 363, 787]
- premier-head: Premier Spurt Out.: [554, 617, 618, 627]
- ad-assured-head: ASSURED PROTECTION.: [164, 895, 256, 905]
- ad-fencing-name: MANAWATU PRODUCE EXCHANGE,: [288, 1120, 406, 1129]
- subs-line: SUBSCRIPTION RATES to "THE EVENING STANDARD" are as follow:—: [14, 1218, 136, 1235]
- subs-rates: [12, 1236, 138, 1279]
- ad-hornblow-name: J. S. HORNBLOW,: [435, 173, 531, 185]
- teaching-sub: NEW ARRANGEMENTS MADE.: [704, 384, 804, 393]
- ad-madge-sub3: SUNDAY SERVICE: [180, 596, 240, 605]
- ad-scott-open: Open Friday Nights to 8.: [175, 71, 245, 80]
- ad-lynx-head: LYNX SUITS: [171, 666, 249, 681]
- column-8: FLOOD HAVOC SOUTHERN INUNDATION. FARMERS' PLIGHT. Per Press Association. DUNEDIN, May 8. One of the worst floods in the history of the Taieri district has caused havoc to farmers and this district, bringing ruin to many farmers on some fertile plains and threatening to sweep away the results of a year's hard effort for many others. The rain has inundated not acres but square miles of farming country. AMBULANCES READY. Late this afternoon boats were conveyed to the flooded areas, and it was decided to send two ambulances to Allanton as a precaution in case the evacuation of the inmates of farm-houses became necessary. RIVERS' HIGH LEVEL. BIGGEST FLOOD FOR YEARS. Per Press Association. TIMARU, May 8. As a result of the steady rain of the past four days all the rivers in South Canterbury are in high flood. Large areas are inundated, and much damage has been done to root crops. The Opihi River burst its banks at several places in the vicinity of Clandeboye. STOCK EXCHANGE. Per Press Association. DUNEDIN, May 8. Sales reported on the Stock Exchange were:—South British Insurance, 48s; Woolworths, Ltd., (pref.), 21s and 20s 7½d; Woolworths, New Zealand (pref.), 37s 1d. RIVER TRAGEDY. NO TRACE OF BODIES. Per Press Association. WANGANUI, May 8. Search parties have found no trace of the bodies of the three men believed to have been drowned when the river boat Ohura overturned in the rapids four miles above Pipiriki, Wanganui River. DEARER PETROL. AUSTRALIAN RATES. CANBERRA, May 8. Petrol prices throughout Australia have been increased by 3d a gallon from to-day. Thus the extra duty imposed by the Federal Government last week will be passed on to consumers. THOROUGHLY HARDENED OFF SEEDLINGS. Collinson and Son wish to announce the arrival of their 1st 1940 seedlings. Fifteen years of scientific study have evolved from these a plant that will give every satisfaction.: [968, 30, 1102, 612]
- subs-rate: Half-yearly ... 18/-: [12, 1261, 65, 1270]
- personal-head: PERSONAL.: [721, 289, 787, 301]
- ad-flowering-head: FLOWERING BULBS: [33, 484, 117, 515]
- farmers-head: Farmers' Housing.: [554, 554, 615, 564]
- ad-snell-name: S. H. SNELL: [41, 369, 107, 381]
- hotsoup-item: TOMEROA SOUP ... 8d and 1s 3d tin: [146, 483, 253, 492]
- ad-harts-sub: STORE TERRACE END.: [198, 509, 272, 518]
- ad-engagement-sub: Is Large and Varied. FREE RING CATALOGUE. Special Discounts.: [298, 1003, 396, 1020]
- ad-youngs-sub3: AN ATTRACTIVE LEATHER: [162, 1044, 258, 1054]
- flood-sub: SOUTHERN INUNDATION.: [973, 52, 1097, 62]
- flood-line: Per Press Association. DUNEDIN, May 8.: [975, 84, 1095, 93]
- carterton-head: Carterton Landmark.: [554, 397, 626, 407]
- ad-kings-sub: THE HOUSE FOR RINGS: [300, 1035, 394, 1059]
- farm-head: Farm Production.: [690, 169, 749, 179]
- ad-cheapest: CHEAPEST PRICES IN TOWN: [149, 317, 271, 348]
- slipper-illustration: [287, 34, 407, 96]
- ad-quality-head: QUALITY MEAT: [159, 231, 261, 247]
- ad-optic-addr: 6 RANGITIKEI STREET, Palm. Nth. (Next Bank of N.Z.) Phone 7303.: [285, 728, 409, 746]
- masthead: [12, 6, 1102, 24]
- column-4: CONSULT JOHN B. GERRAND SIGHT-TESTING OPTICIAN, FOR ALL EYESIGHT TROUBLES. C. A. SMALL, B.D.S., DENTAL SURGEON, UNION BANK CHAMBERS, THE SQUARE, PHONE 5036. F. G. STOCKWELL, B.D.S., DENTAL SURGEON, BROADWAY CHAMBERS, PHONE 5030. J. S. HORNBLOW, DENTAL SURGEON, CLARENDON BUILDINGS, PHONE 6760. PULLYN AND DAVIDSON, DENTAL SURGEONS, 779 BROADWAY :: PHONE 6686. W. B. TENNENT, B.D.S., DENTAL SURGEON, COMMERCIAL BUILDINGS, SQUARE, PHONE 5917. DR EDMOND HOOPER, L.D.S., D.C.S. (Eng.). DR ALVIN de BERRY, DENTAL SURGEONS, 80 BROADWAY :: PHONE 6326. EARLE R. YUMMETT, B.D.S., H. N. COX, B.D.S., DENTAL SURGEONS, PHONE 5872. WILLIAMS & McKEGG, DENTAL SURGEONS, A. R. McKegg, O. H. Williams, H. C. Wycherley COLEMAN PLACE — PHONE 6333. MEDICAL ELECTRICAL TREATMENT Ultra-Violet, Diathermy, Lumbago, Sciatica, Fibrositis, Neuritis, Constipation, Neuralgia, Rheumatism, Arthritis, and General Tonic Treatment. MR J. E. BELLIS, Trained and Registered Masseur, 103 Fitzherbert Avenue. Phone 6456. Manawatu Evening Standard. THURSDAY, MAY 9, 1940. THE NAVY'S SUPREMACY. THERE are good reasons for according credence to the belief expressed at Home that it is a secret fear that sea power is still the dominating factor in war that inspires the present intense Nazi propaganda, which continues to declare that the British Fleet has suffered severe losses at the hands of the German air force. It is a fact which tacticians the world over have recognised, and to which Nazi strategists cannot be blind, that the advancement of the air arm has by no means dealt a death blow to the naval service. It is true there were, before September last, doubts as to whether the rapid progress of military aviation had not created new factors with which ships of war could not contend. It must be gratefully apparent to Hitler and his advisers that the Royal Navy has lost none of its sting, regardless of the most terrifying technique they have propounded. Last month it was authoritatively stated that Britain had lost seventeen naval vessels, together with the armoured merchantman Rawalpindi, out of a total of 327 war vessels, since the outbreak of the war, whereas Germany's loss was twenty-four vessels, not counting submarines, out of a total of 77 ships. To place the latter figure in perspective it must be explained that 32 of Germany's 77 vessels were tiny torpedo-boats, or the still smaller motor torpedo-boats. The significance of these figures is even greater than at first appears. Whereas the British Navy is comparatively unaffected by its losses, the Germans have no longer any semblance of a balanced fighting force at sea. The loss of a large part of the Nazi navy in the battle of the Norwegian coast has enabled the Allies to safely revert to the normal distribution of their navies in the Mediterranean.: [420, 30, 546, 1424]
- rivers-sub: BIGGEST FLOOD FOR YEARS.: [986, 236, 1084, 245]
- flood-sub2: FARMERS' PLIGHT.: [1004, 72, 1066, 80]
- ad-pitcher-phone: Phone 6470 or 25 Pahiatua Street.: [27, 636, 123, 645]
- rivers-head: RIVERS' HIGH LEVEL.: [972, 220, 1098, 232]
- ad-tennent-sub: DENTAL SURGEON, COMMERCIAL BUILDINGS, SQUARE, PHONE 5917.: [426, 274, 540, 291]
- ad-mason-sub: ROSE SPECIALIST, SANDON ROAD. FEILDING.: [17, 794, 133, 812]
- ad-small-sub: DENTAL SURGEON, UNION BANK CHAMBERS, THE SQUARE, PHONE 5036.: [426, 88, 540, 114]
- ad-youngs-inspect: INSPECT OUR DISPLAY.: [168, 1130, 252, 1140]
- ad-husband-head: "HUSBAND & WIFE'S HANDBOOK.": [12, 899, 89, 919]
- ad-madge-sub2: PALMERSTON NORTH-FEILDING. CANCEL SATURDAY.: [156, 579, 264, 597]
- stock-head: STOCK EXCHANGE.: [980, 317, 1090, 329]
- ad-quality-thrifty: THRIFTY HOUSEWIFE: [175, 287, 245, 311]
